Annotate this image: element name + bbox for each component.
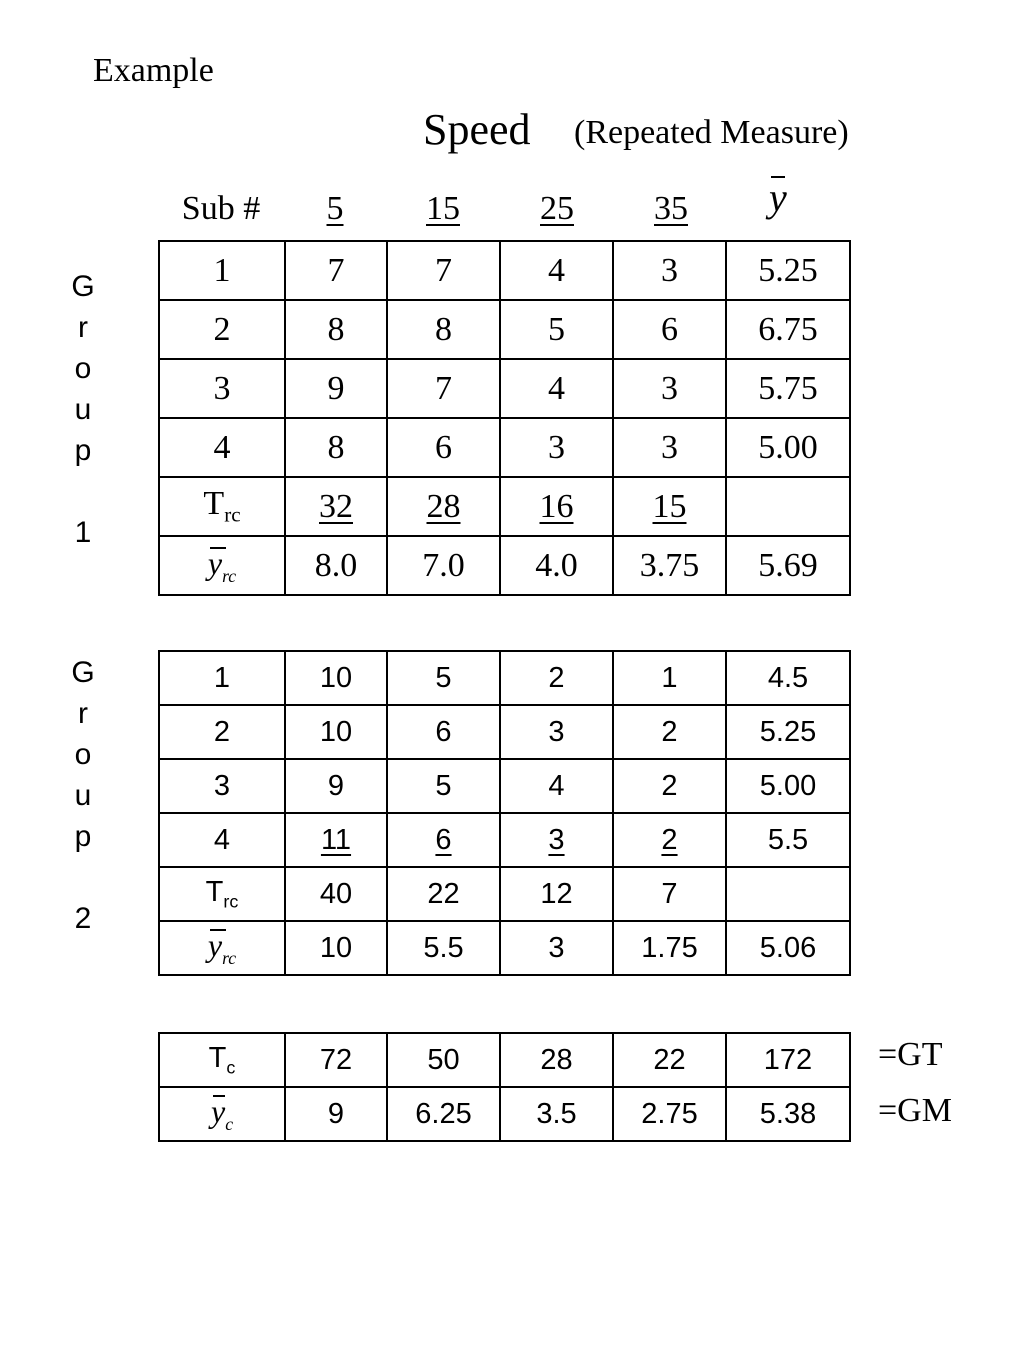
subject-cell: 4 (159, 418, 285, 477)
page-title: Speed (423, 105, 531, 154)
means-row (159, 536, 850, 595)
value-cell: 4 (500, 359, 613, 418)
total-cell: 22 (387, 867, 500, 921)
mean-cell: 1.75 (613, 921, 726, 975)
table-row (159, 241, 850, 300)
mean-cell: 7.0 (387, 536, 500, 595)
value-cell: 7 (285, 241, 387, 300)
total-cell: 40 (285, 867, 387, 921)
mean-cell: 3.5 (500, 1087, 613, 1141)
value-cell: 3 (500, 813, 613, 867)
value-cell: 5 (500, 300, 613, 359)
row-mean-cell: 6.75 (726, 300, 850, 359)
subject-number-header: Sub # (181, 190, 261, 227)
value-cell: 10 (285, 705, 387, 759)
means-row-label: $y_{rc}$ (159, 536, 285, 595)
table-row (159, 759, 850, 813)
value-cell: 8 (285, 418, 387, 477)
value-cell: 3 (500, 418, 613, 477)
value-cell: 3 (613, 359, 726, 418)
example-label: Example (93, 52, 214, 89)
total-cell: 7 (613, 867, 726, 921)
value-cell: 6 (387, 705, 500, 759)
group-1-table (158, 240, 851, 596)
level-header-4: 35 (654, 190, 688, 227)
row-mean-cell: 5.25 (726, 241, 850, 300)
grand-mean-label: =GM (878, 1092, 952, 1129)
total-cell: 50 (387, 1033, 500, 1087)
means-row (159, 921, 850, 975)
mean-cell: 5.5 (387, 921, 500, 975)
totals-row-label: $T_{rc}$ (159, 477, 285, 536)
value-cell: 8 (387, 300, 500, 359)
value-cell: 7 (387, 241, 500, 300)
mean-cell: 5.06 (726, 921, 850, 975)
value-cell: 6 (387, 813, 500, 867)
totals-row (159, 867, 850, 921)
totals-row-label: $T_{rc}$ (159, 867, 285, 921)
value-cell: 5 (387, 759, 500, 813)
group-2-label: G r o u p 2 (71, 656, 95, 935)
column-means-label: $y_c$ (159, 1087, 285, 1141)
value-cell: 5 (387, 651, 500, 705)
mean-cell: 6.25 (387, 1087, 500, 1141)
subject-cell: 1 (159, 651, 285, 705)
level-header-2: 15 (426, 190, 460, 227)
table-row (159, 359, 850, 418)
total-cell (726, 867, 850, 921)
table-row (159, 300, 850, 359)
total-cell: 22 (613, 1033, 726, 1087)
means-row-label: $y_{rc}$ (159, 921, 285, 975)
table-row (159, 813, 850, 867)
row-mean-cell: 4.5 (726, 651, 850, 705)
grand-mean-cell: 5.38 (726, 1087, 850, 1141)
total-cell (726, 477, 850, 536)
totals-row (159, 477, 850, 536)
row-mean-cell: 5.00 (726, 759, 850, 813)
mean-cell: 3 (500, 921, 613, 975)
column-means-row (159, 1087, 850, 1141)
subject-cell: 4 (159, 813, 285, 867)
mean-cell: 3.75 (613, 536, 726, 595)
table-row (159, 651, 850, 705)
value-cell: 11 (285, 813, 387, 867)
total-cell: 72 (285, 1033, 387, 1087)
table-row (159, 705, 850, 759)
row-mean-cell: 5.25 (726, 705, 850, 759)
value-cell: 10 (285, 651, 387, 705)
total-cell: 15 (613, 477, 726, 536)
value-cell: 2 (613, 705, 726, 759)
level-header-1: 5 (326, 190, 344, 227)
value-cell: 3 (613, 241, 726, 300)
subject-cell: 2 (159, 300, 285, 359)
mean-cell: 5.69 (726, 536, 850, 595)
subject-cell: 3 (159, 759, 285, 813)
group-1-label: G r o u p 1 (71, 270, 95, 549)
mean-cell: 8.0 (285, 536, 387, 595)
grand-total-cell: 172 (726, 1033, 850, 1087)
combined-table (158, 1032, 851, 1142)
mean-column-header: y (769, 175, 787, 220)
level-header-3: 25 (540, 190, 574, 227)
mean-cell: 2.75 (613, 1087, 726, 1141)
value-cell: 2 (500, 651, 613, 705)
mean-cell: 9 (285, 1087, 387, 1141)
column-totals-label: $T_c$ (159, 1033, 285, 1087)
value-cell: 6 (613, 300, 726, 359)
value-cell: 2 (613, 759, 726, 813)
subject-cell: 3 (159, 359, 285, 418)
value-cell: 6 (387, 418, 500, 477)
row-mean-cell: 5.75 (726, 359, 850, 418)
table-row (159, 418, 850, 477)
column-totals-row (159, 1033, 850, 1087)
value-cell: 8 (285, 300, 387, 359)
value-cell: 4 (500, 241, 613, 300)
subject-cell: 1 (159, 241, 285, 300)
subject-cell: 2 (159, 705, 285, 759)
mean-cell: 4.0 (500, 536, 613, 595)
page-subtitle: (Repeated Measure) (574, 114, 849, 151)
total-cell: 12 (500, 867, 613, 921)
value-cell: 9 (285, 359, 387, 418)
row-mean-cell: 5.5 (726, 813, 850, 867)
total-cell: 32 (285, 477, 387, 536)
mean-cell: 10 (285, 921, 387, 975)
value-cell: 3 (613, 418, 726, 477)
value-cell: 7 (387, 359, 500, 418)
value-cell: 1 (613, 651, 726, 705)
value-cell: 3 (500, 705, 613, 759)
total-cell: 28 (387, 477, 500, 536)
grand-total-label: =GT (878, 1036, 943, 1073)
total-cell: 28 (500, 1033, 613, 1087)
value-cell: 2 (613, 813, 726, 867)
value-cell: 4 (500, 759, 613, 813)
value-cell: 9 (285, 759, 387, 813)
row-mean-cell: 5.00 (726, 418, 850, 477)
group-2-table (158, 650, 851, 976)
total-cell: 16 (500, 477, 613, 536)
